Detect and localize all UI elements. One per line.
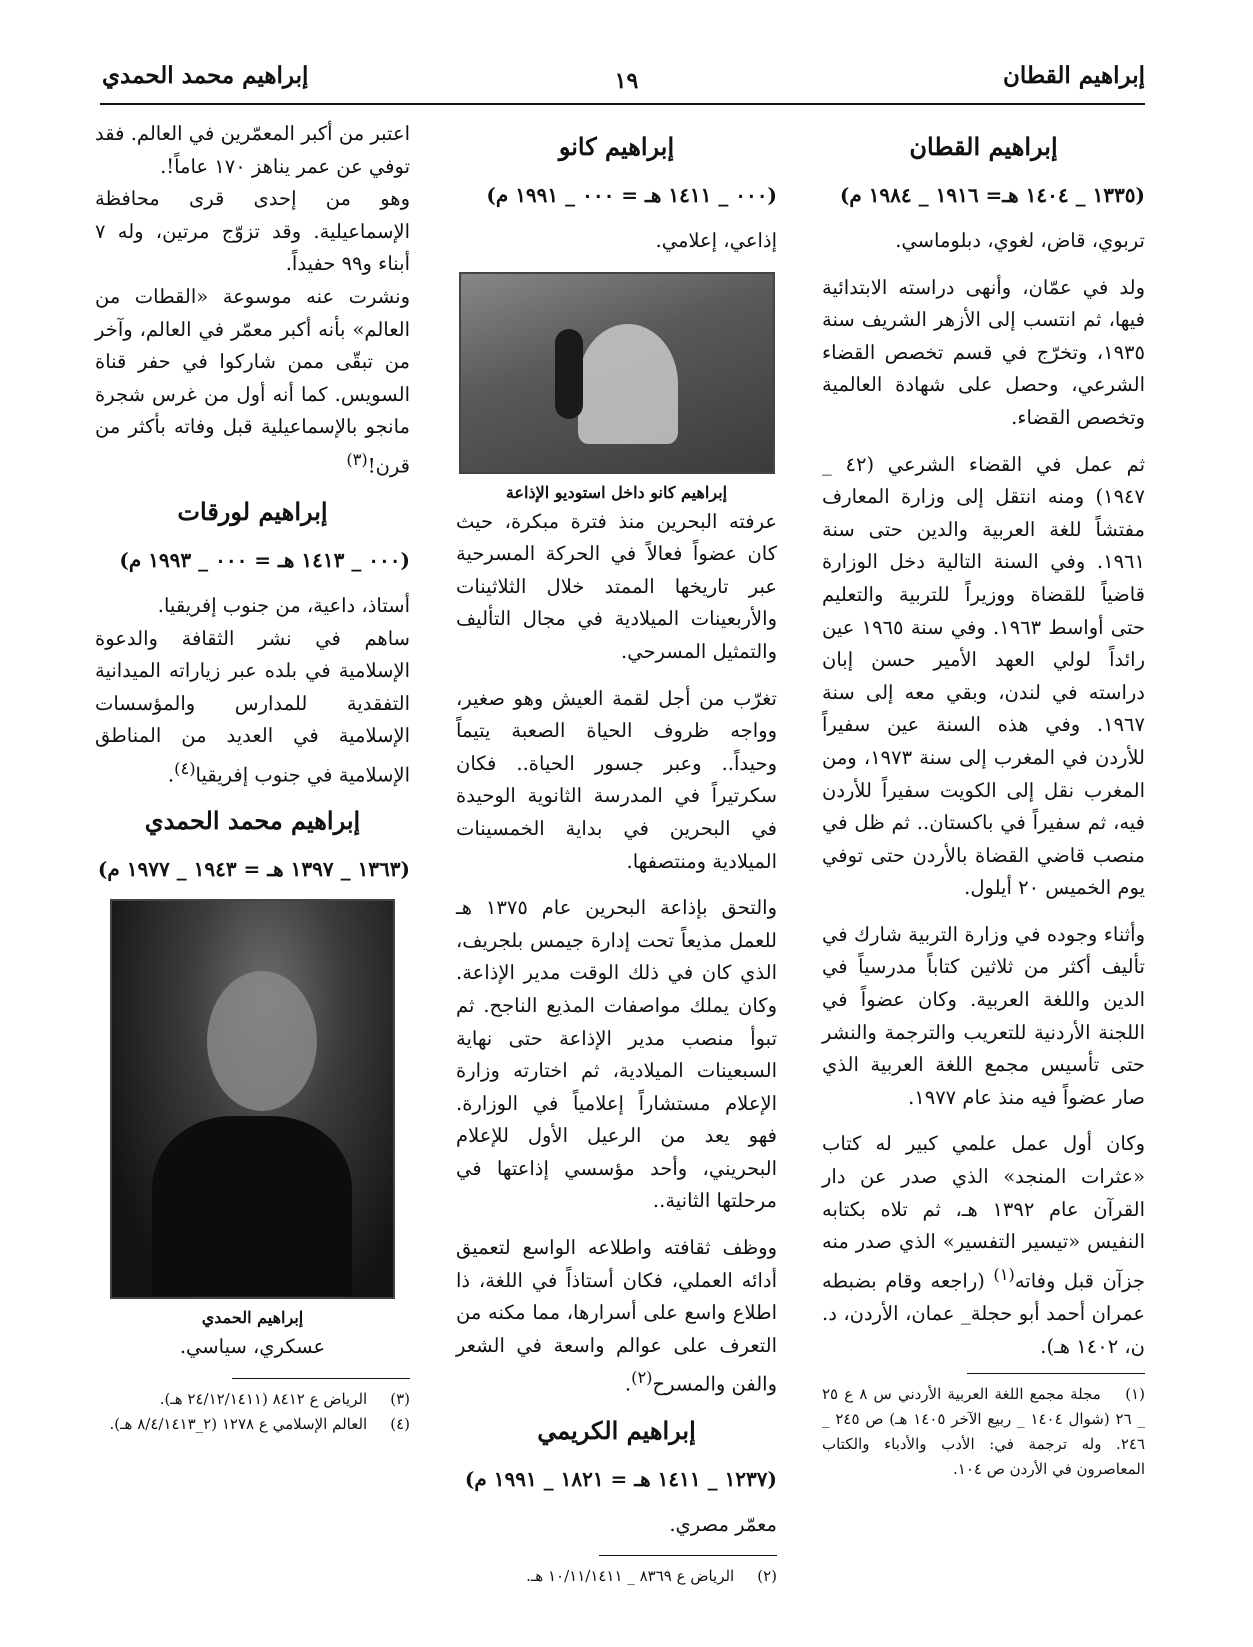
footnote-ref-4: (٤) bbox=[174, 759, 196, 778]
footnote-3: (٣) الرياض ع ٨٤١٢ (٢٤/١٢/١٤١١ هـ). bbox=[159, 1389, 410, 1408]
qattan-paragraph-1: ولد في عمّان، وأنهى دراسته الابتدائية فيها، ثم انتسب إلى الأزهر الشريف سنة ١٩٣٥، وتخرّج في قسم تخصص القضاء الشرعي، وحصل على شهادة العالمية وتخصص القضاء. bbox=[822, 275, 1145, 429]
footnote-1: (١) مجلة مجمع اللغة العربية الأردني س ٨ ع ٢٥ _ ٢٦ (شوال ١٤٠٤ _ ربيع الآخر ١٤٠٥ هـ) ص ٢٤٥ _ ٢٤٦. وله ترجمة في: الأدب والأدباء والكتاب المعاصرون في الأردن ص ١٠٤. bbox=[822, 1385, 1145, 1479]
qattan-paragraph-2: ثم عمل في القضاء الشرعي (٤٢ _ ١٩٤٧) ومنه انتقل إلى وزارة المعارف مفتشاً للغة العربية والدين حتى سنة ١٩٦١. وفي السنة التالية دخل الوزارة قاضياً للقضاة ووزيراً للتربية والتعليم حتى أواسط ١٩٦٣. وفي سنة ١٩٦٥ عين رائداً لولي العهد الأمير حسن إبان دراسته في لندن، وبقي معه إلى سنة ١٩٦٧. وفي هذه السنة عين سفيراً للأردن في المغرب إلى سنة ١٩٧٣، ومن المغرب نقل إلى الكويت سفيراً للأردن فيه، ثم سفيراً في باكستان.. ثم ظل في منصب قاضي القضاة بالأردن حتى توفي يوم الخميس ٢٠ أيلول. bbox=[822, 452, 1146, 900]
header-rule bbox=[100, 103, 1145, 105]
footnote-2: (٢) الرياض ع ٨٣٦٩ _ ١٠/١١/١٤١١ هـ. bbox=[526, 1567, 777, 1586]
page-number: ١٩ bbox=[614, 68, 639, 94]
footnote-rule bbox=[967, 1373, 1145, 1374]
footnote-4: (٤) العالم الإسلامي ع ١٢٧٨ (٢_٨/٤/١٤١٣ هـ). bbox=[109, 1414, 410, 1433]
column-middle bbox=[456, 118, 777, 1589]
hamdi-photo-caption: إبراهيم الحمدي bbox=[201, 1308, 304, 1328]
column-right bbox=[822, 118, 1145, 1482]
footnote-ref-1: (١) bbox=[993, 1264, 1015, 1284]
kano-paragraph-3: والتحق بإذاعة البحرين عام ١٣٧٥ هـ للعمل مذيعاً تحت إدارة جيمس بلجريف، الذي كان في ذلك الوقت مدير الإذاعة. وكان يملك مواصفات المذيع الناجح. ثم تبوأ منصب مدير الإذاعة حتى نهاية السبعينات الميلادية، ثم اختارته وزارة الإعلام مستشاراً إعلامياً في الوزارة. فهو يعد من الرعيل الأول للإعلام البحريني، وأحد مؤسسي إذاعتها في مرحلتها الثانية.. bbox=[456, 896, 777, 1213]
hamdi-photo bbox=[110, 899, 395, 1299]
kano-paragraph-2: تغرّب من أجل لقمة العيش وهو صغير، وواجه ظروف الحياة الصعبة يتيماً وحيداً.. وعبر جسور الحياة.. فكان سكرتيراً في المدرسة الثانوية الوحيدة في البحرين في بداية الخمسينات الميلادية ومنتصفها. bbox=[456, 686, 777, 873]
entry-desc-hamdi: عسكري، سياسي. bbox=[179, 1335, 326, 1359]
running-head-right: إبراهيم القطان bbox=[1002, 62, 1145, 89]
entry-title-kano: إبراهيم كانو bbox=[558, 132, 675, 161]
running-head-left: إبراهيم محمد الحمدي bbox=[102, 62, 309, 89]
kano-paragraph-4: ووظف ثقافته واطلاعه الواسع لتعميق أدائه العملي، فكان أستاذاً في اللغة، ذا اطلاع واسع على أسرارها، مما مكنه من التعرف على عوالم واسعة في الشعر والفن والمسرح$^{(٢)}$. bbox=[456, 1236, 777, 1396]
footnote-ref-3: (٣) bbox=[346, 449, 368, 469]
entry-dates-qattan: (١٣٣٥ _ ١٤٠٤ هـ= ١٩١٦ _ ١٩٨٤ م) bbox=[839, 183, 1145, 207]
footnote-rule bbox=[232, 1378, 410, 1379]
karimi-paragraph-2: وهو من إحدى قرى محافظة الإسماعيلية. وقد تزوّج مرتين، وله ٧ أبناء و٩٩ حفيداً. bbox=[95, 187, 410, 276]
entry-desc-karimi: معمّر مصري. bbox=[669, 1512, 777, 1536]
footnote-rule bbox=[599, 1555, 777, 1556]
lorgat-paragraph-1: ساهم في نشر الثقافة والدعوة الإسلامية في بلده عبر زياراته الميدانية التفقدية للمدارس والمؤسسات الإسلامية في العديد من المناطق الإسلامية في جنوب إفريقيا$^{(٤)}$. bbox=[95, 626, 410, 787]
karimi-paragraph-3: ونشرت عنه موسوعة «القطات من العالم» بأنه أكبر معمّر في العالم، وآخر من تبقّى ممن شاركوا في حفر قناة السويس. كما أنه أول من غرس شجرة مانجو بالإسماعيلية قبل وفاته بأكثر من قرن!$^{(٣)}$ bbox=[95, 284, 410, 478]
entry-title-karimi: إبراهيم الكريمي bbox=[537, 1415, 696, 1445]
qattan-paragraph-4: وكان أول عمل علمي كبير له كتاب «عثرات المنجد» الذي صدر عن دار القرآن عام ١٣٩٢ هـ، ثم تلاه بكتابه النفيس «تيسير التفسير» الذي صدر منه جزآن قبل وفاته$^{(١)}$ (راجعه وقام بضبطه عمران أحمد أبو حجلة_ عمان، الأردن، د. ن، ١٤٠٢ هـ). bbox=[822, 1132, 1145, 1358]
entry-dates-lorgat: (٠٠٠ _ ١٤١٣ هـ = ٠٠٠ _ ١٩٩٣ م) bbox=[119, 548, 410, 573]
column-left bbox=[95, 118, 410, 1437]
entry-title-qattan: إبراهيم القطان bbox=[909, 132, 1058, 161]
entry-desc-lorgat: أستاذ، داعية، من جنوب إفريقيا. bbox=[157, 594, 410, 618]
kano-photo bbox=[459, 272, 775, 474]
entry-dates-hamdi: (١٣٦٣ _ ١٣٩٧ هـ = ١٩٤٣ _ ١٩٧٧ م) bbox=[97, 857, 410, 882]
kano-paragraph-1: عرفته البحرين منذ فترة مبكرة، حيث كان عضواً فعالاً في الحركة المسرحية عبر تاريخها الممتد خلال الثلاثينات والأربعينات الميلادية في مجال التأليف والتمثيل المسرحي. bbox=[456, 509, 777, 663]
entry-dates-kano: (٠٠٠ _ ١٤١١ هـ = ٠٠٠ _ ١٩٩١ م) bbox=[486, 183, 777, 207]
kano-photo-caption: إبراهيم كانو داخل استوديو الإذاعة bbox=[505, 482, 728, 502]
karimi-paragraph-1: اعتبر من أكبر المعمّرين في العالم. فقد توفي عن عمر يناهز ١٧٠ عاماً!. bbox=[95, 122, 410, 178]
entry-title-hamdi: إبراهيم محمد الحمدي bbox=[144, 806, 361, 836]
footnote-ref-2: (٢) bbox=[631, 1368, 653, 1388]
entry-title-lorgat: إبراهيم لورقات bbox=[177, 497, 328, 527]
entry-desc-qattan: تربوي، قاض، لغوي، دبلوماسي. bbox=[895, 229, 1145, 252]
entry-dates-karimi: (١٢٣٧ _ ١٤١١ هـ = ١٨٢١ _ ١٩٩١ م) bbox=[464, 1466, 777, 1491]
qattan-paragraph-3: وأثناء وجوده في وزارة التربية شارك في تأليف أكثر من ثلاثين كتاباً مدرسياً في الدين واللغة العربية. وكان عضواً في اللجنة الأردنية للتعريب والترجمة والنشر حتى تأسيس مجمع اللغة العربية الذي صار عضواً فيه منذ عام ١٩٧٧. bbox=[822, 922, 1145, 1109]
entry-desc-kano: إذاعي، إعلامي. bbox=[655, 229, 777, 252]
